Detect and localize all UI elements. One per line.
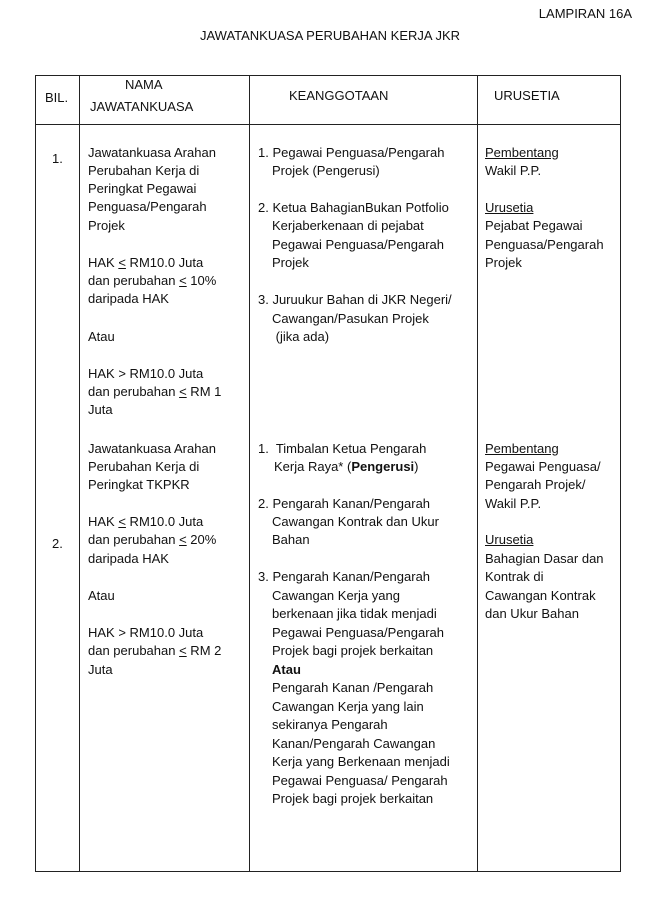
text-line: (jika ada)	[272, 329, 330, 344]
column-divider	[249, 76, 250, 871]
text-line: berkenaan jika tidak menjadi	[272, 606, 437, 621]
less-equal-symbol: <	[179, 384, 187, 399]
less-equal-symbol: <	[179, 532, 187, 547]
text-line: Cawangan Kontrak dan Ukur	[272, 514, 439, 529]
text-line: Pejabat Pegawai	[485, 218, 583, 233]
header-urusetia: URUSETIA	[494, 88, 560, 103]
text-line: Kontrak di	[485, 569, 544, 584]
text-line: 3. Pengarah Kanan/Pengarah	[258, 569, 431, 584]
text-line: Projek (Pengerusi)	[272, 163, 380, 178]
row1-bil: 1.	[52, 151, 63, 166]
text-line: Cawangan Kontrak	[485, 588, 596, 603]
text-line: 1. Timbalan Ketua Pengarah	[258, 441, 427, 456]
row2-atau: Atau	[88, 588, 115, 603]
text-line: Cawangan Kerja yang lain	[272, 699, 424, 714]
row2-bil: 2.	[52, 536, 63, 551]
less-equal-symbol: <	[179, 273, 187, 288]
text-line: Juta	[88, 662, 113, 677]
urusetia-label: Urusetia	[485, 532, 534, 547]
text-line: dan perubahan < 20%	[88, 532, 217, 547]
text-line: Cawangan Kerja yang	[272, 588, 400, 603]
less-equal-symbol: <	[118, 255, 126, 270]
member3-atau: Atau	[272, 662, 301, 677]
text-line: Peringkat Pegawai	[88, 181, 197, 196]
text-line: Perubahan Kerja di	[88, 459, 200, 474]
text-line: HAK > RM10.0 Juta	[88, 366, 204, 381]
text-line: Kerja Raya* (Pengerusi)	[274, 459, 419, 474]
text-line: Wakil P.P.	[485, 163, 542, 178]
urusetia-label: Urusetia	[485, 200, 534, 215]
header-divider	[36, 124, 620, 125]
text-line: Jawatankuasa Arahan	[88, 145, 216, 160]
less-equal-symbol: <	[179, 643, 187, 658]
text-line: Kerjaberkenaan di pejabat	[272, 218, 424, 233]
text-line: Kerja yang Berkenaan menjadi	[272, 754, 450, 769]
text-line: Projek	[272, 255, 309, 270]
column-divider	[79, 76, 80, 871]
text-line: Peringkat TKPKR	[88, 477, 190, 492]
text-line: Pegawai Penguasa/	[485, 459, 601, 474]
text-line: Pegawai Penguasa/Pengarah	[272, 237, 445, 252]
text-line: Wakil P.P.	[485, 496, 542, 511]
text-line: Bahagian Dasar dan	[485, 551, 604, 566]
text-line: Perubahan Kerja di	[88, 163, 200, 178]
text-line: daripada HAK	[88, 291, 169, 306]
row1-atau: Atau	[88, 329, 115, 344]
header-nama-line1: NAMA	[125, 77, 163, 92]
header-bil: BIL.	[45, 90, 69, 105]
text-line: HAK > RM10.0 Juta	[88, 625, 204, 640]
text-line: 2. Ketua BahagianBukan Potfolio	[258, 200, 449, 215]
text-line: Pegawai Penguasa/Pengarah	[272, 625, 445, 640]
appendix-label: LAMPIRAN 16A	[538, 6, 632, 21]
text-line: HAK < RM10.0 Juta	[88, 255, 204, 270]
text-line: Pengarah Projek/	[485, 477, 586, 492]
text-line: Juta	[88, 402, 113, 417]
text-line: daripada HAK	[88, 551, 169, 566]
text-line: Projek	[485, 255, 522, 270]
pembentang-label: Pembentang	[485, 441, 559, 456]
text-line: Jawatankuasa Arahan	[88, 441, 216, 456]
text-line: Kanan/Pengarah Cawangan	[272, 736, 436, 751]
header-keanggotaan: KEANGGOTAAN	[289, 88, 389, 103]
column-divider	[477, 76, 478, 871]
text-line: 3. Juruukur Bahan di JKR Negeri/	[258, 292, 452, 307]
text-line: Penguasa/Pengarah	[485, 237, 604, 252]
text-line: Penguasa/Pengarah	[88, 199, 207, 214]
text-line: dan perubahan < RM 2	[88, 643, 222, 658]
pembentang-label: Pembentang	[485, 145, 559, 160]
committee-table	[35, 75, 621, 872]
text-line: Pegawai Penguasa/ Pengarah	[272, 773, 448, 788]
text-line: HAK < RM10.0 Juta	[88, 514, 204, 529]
less-equal-symbol: <	[118, 514, 126, 529]
text-line: dan Ukur Bahan	[485, 606, 579, 621]
text-line: sekiranya Pengarah	[272, 717, 388, 732]
text-line: Pengarah Kanan /Pengarah	[272, 680, 434, 695]
chair-label: Pengerusi	[351, 459, 415, 474]
text-line: Projek bagi projek berkaitan	[272, 643, 434, 658]
document-title: JAWATANKUASA PERUBAHAN KERJA JKR	[199, 28, 461, 43]
text-line: Projek bagi projek berkaitan	[272, 791, 434, 806]
text-line: 2. Pengarah Kanan/Pengarah	[258, 496, 431, 511]
text-line: Cawangan/Pasukan Projek	[272, 311, 429, 326]
text-line: Bahan	[272, 532, 310, 547]
text-line: Projek	[88, 218, 125, 233]
text-line: dan perubahan < 10%	[88, 273, 217, 288]
header-nama-line2: JAWATANKUASA	[90, 99, 194, 114]
text-line: 1. Pegawai Penguasa/Pengarah	[258, 145, 445, 160]
text-line: dan perubahan < RM 1	[88, 384, 222, 399]
